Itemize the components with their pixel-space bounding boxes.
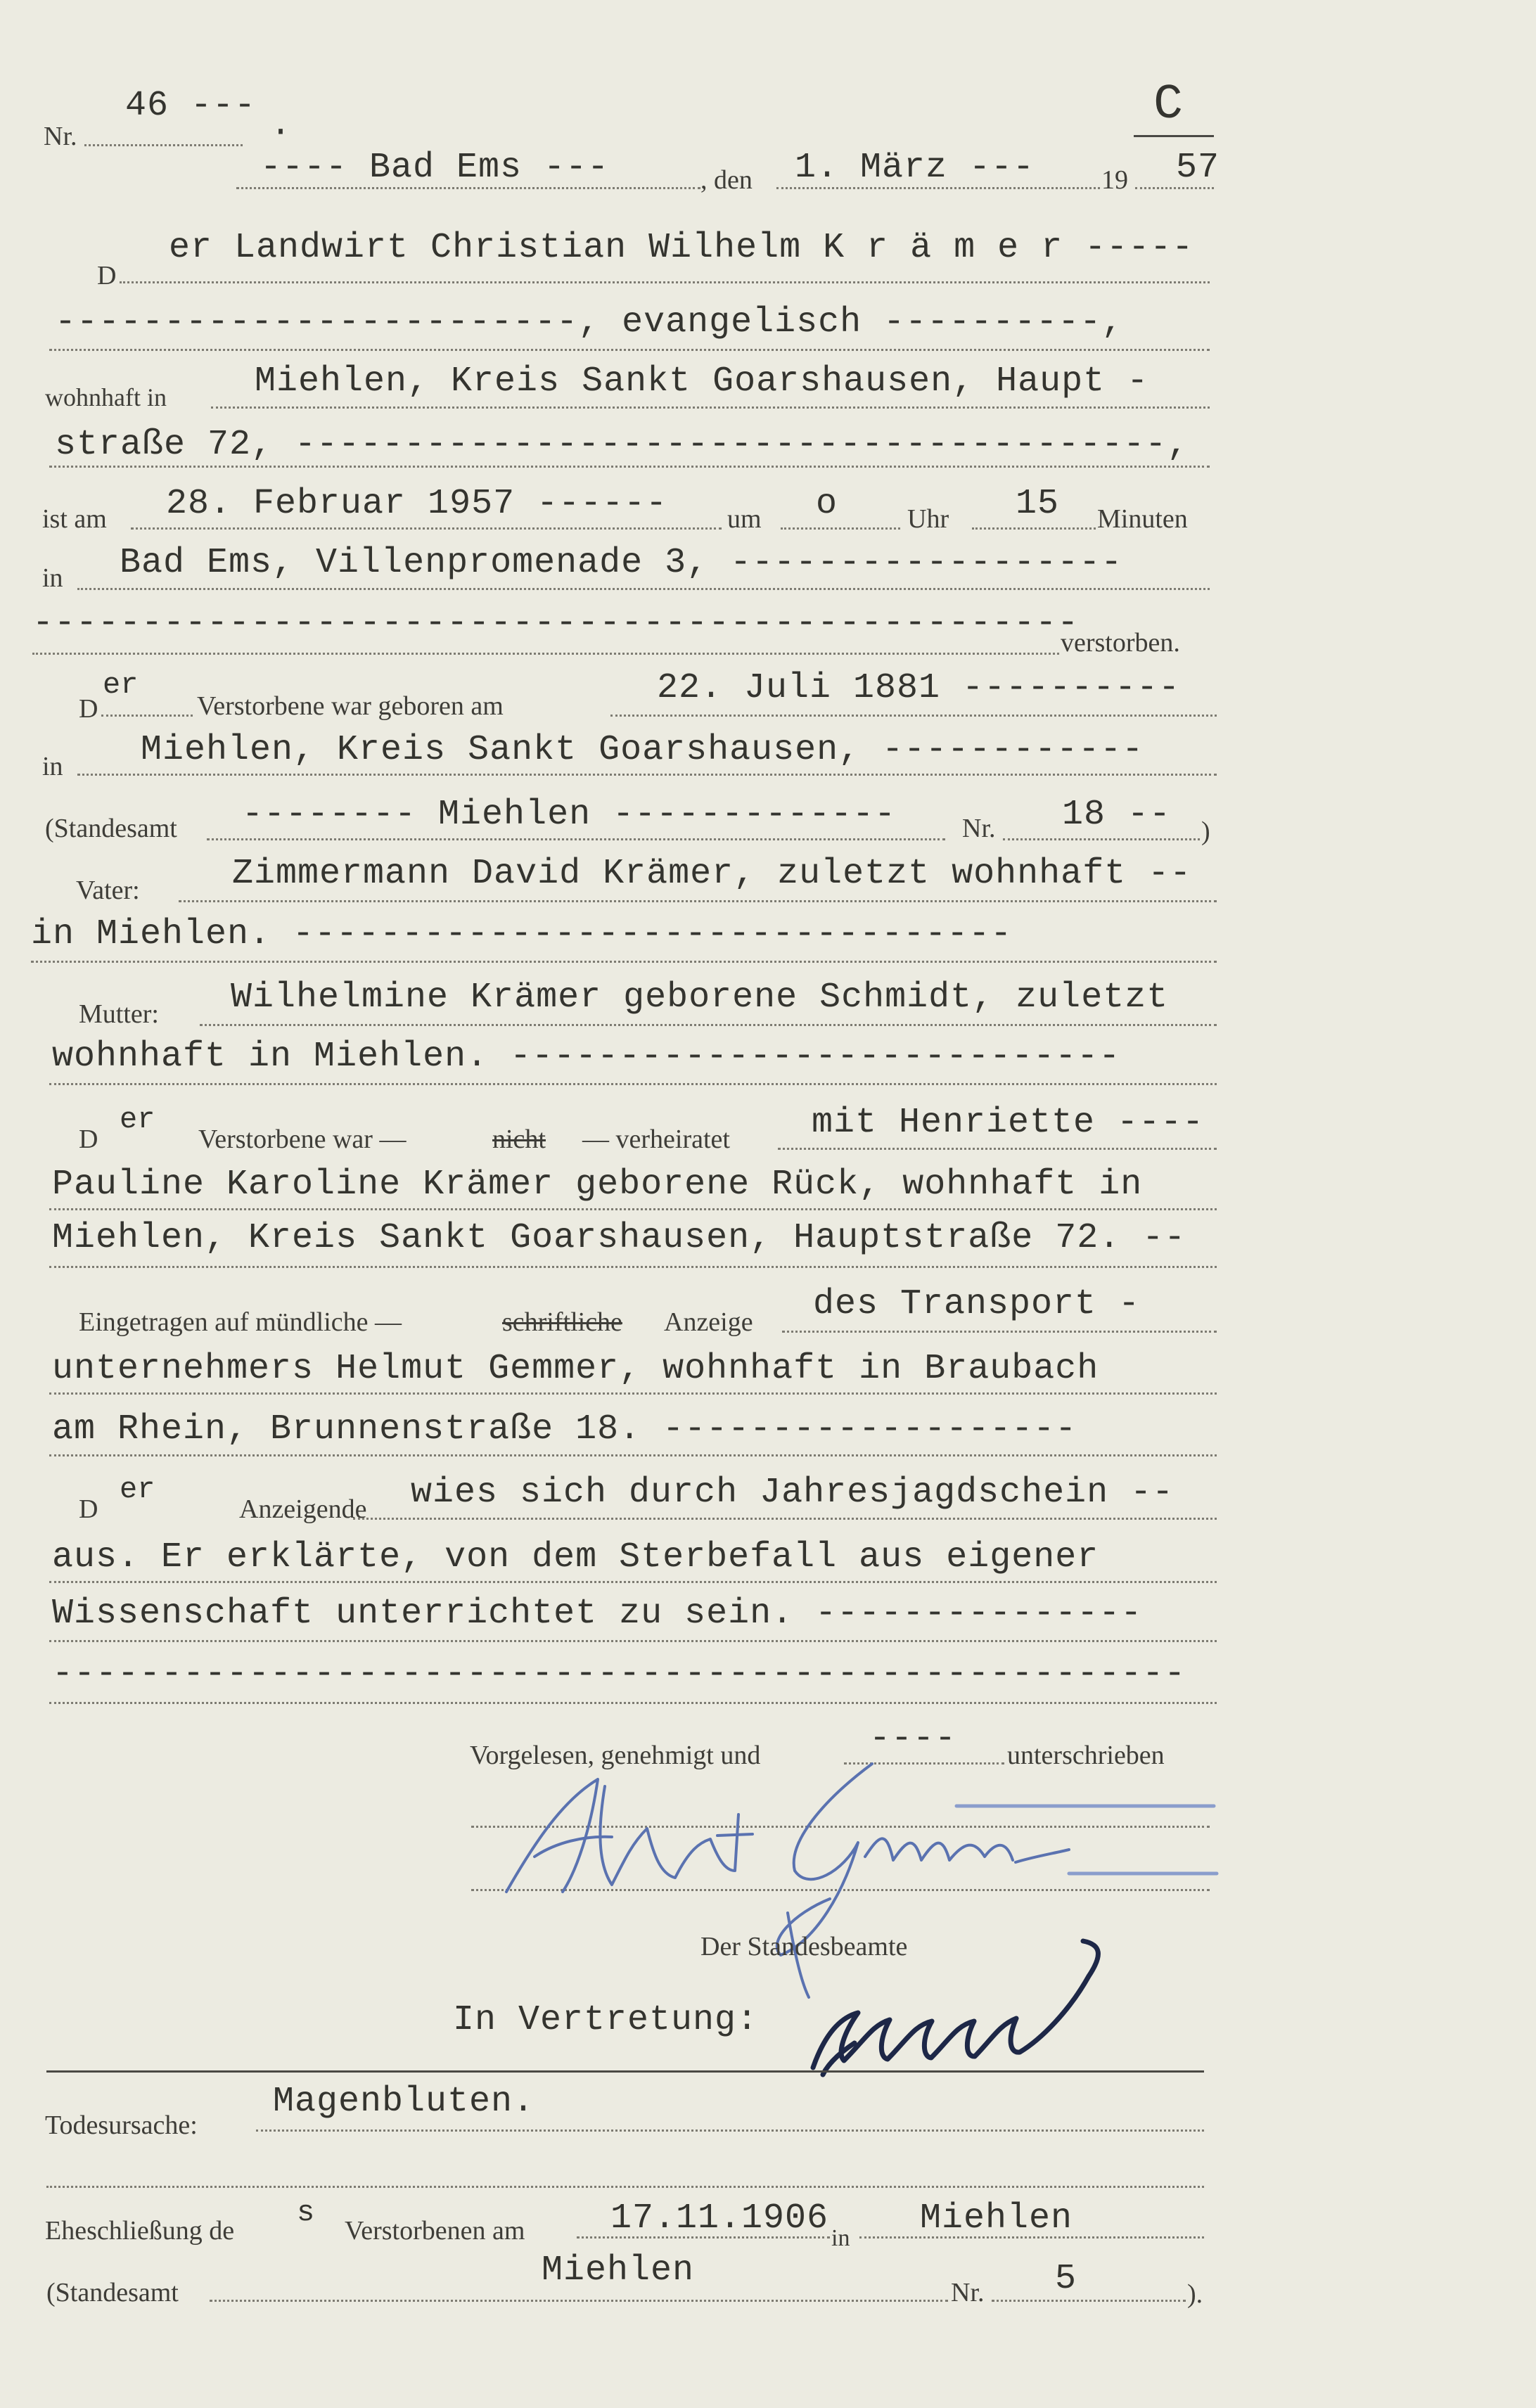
section-divider (46, 2070, 1204, 2073)
marriage-standesamt-label: (Standesamt (46, 2278, 179, 2307)
mutter-line2: wohnhaft in Miehlen. ---------------------------- (52, 1037, 1121, 1077)
report-line1: des Transport - (813, 1284, 1141, 1324)
register-letter: C (1153, 77, 1184, 133)
birth-close-paren: ) (1201, 816, 1210, 846)
birth-nr-label: Nr. (962, 814, 996, 843)
ident-d-suffix: er (120, 1473, 155, 1506)
nr-value: 46 --- (125, 86, 257, 126)
ident-line2: aus. Er erklärte, von dem Sterbefall aus eigener (52, 1537, 1099, 1577)
death-place-line1: Bad Ems, Villenpromenade 3, ------------------ (120, 543, 1123, 583)
eingetragen-label: Eingetragen auf mündliche — (79, 1307, 402, 1337)
year-suffix: 57 (1176, 148, 1220, 188)
death-date: 28. Februar 1957 ------ (166, 484, 668, 524)
den-label: , den (700, 165, 753, 195)
birth-d-suffix: er (103, 668, 139, 702)
mutter-label: Mutter: (79, 999, 159, 1029)
birth-standesamt-label: (Standesamt (45, 814, 177, 843)
marriage-verheiratet-label: — verheiratet (582, 1125, 730, 1154)
marriage-spouse-line1: mit Henriette ---- (812, 1103, 1205, 1143)
nr-label: Nr. (44, 122, 77, 151)
marriage-standesamt-value: Miehlen (542, 2250, 695, 2291)
verstorben-label: verstorben. (1061, 628, 1180, 658)
birth-date: 22. Juli 1881 ---------- (657, 668, 1181, 708)
birth-place: Miehlen, Kreis Sankt Goarshausen, ------------ (141, 730, 1144, 770)
year-prefix: 19 (1101, 165, 1128, 195)
marriage-nicht-struck: nicht (492, 1125, 546, 1154)
anzeige-label: Anzeige (664, 1307, 753, 1337)
report-line2: unternehmers Helmut Gemmer, wohnhaft in Braubach (52, 1349, 1099, 1389)
cause-value: Magenbluten. (273, 2082, 535, 2122)
todesursache-label: Todesursache: (45, 2111, 198, 2140)
marriage-place-dotline (859, 2236, 1204, 2239)
marriage-spouse-line3: Miehlen, Kreis Sankt Goarshausen, Hauptstraße 72. -- (52, 1218, 1186, 1258)
mutter-line1: Wilhelmine Krämer geborene Schmidt, zuletzt (231, 978, 1169, 1018)
marriage-standesamt-dotline (210, 2300, 948, 2302)
ident-line1: wies sich durch Jahresjagdschein -- (411, 1473, 1175, 1513)
declarant-religion-line: ------------------------, evangelisch ----------, (55, 302, 1124, 342)
vorgelesen-fill: ---- (869, 1719, 957, 1759)
marriage-date-dotline (577, 2236, 830, 2239)
vater-label: Vater: (76, 876, 140, 905)
marriage-war-label: Verstorbene war — (198, 1125, 407, 1154)
unterschrieben-label: unterschrieben (1007, 1741, 1165, 1770)
header-date: 1. März --- (795, 148, 1035, 188)
declarant-address-line1: Miehlen, Kreis Sankt Goarshausen, Haupt - (255, 361, 1149, 402)
ident-line3: Wissenschaft unterrichtet zu sein. --------------- (52, 1594, 1143, 1634)
vater-line1: Zimmermann David Krämer, zuletzt wohnhaft -- (232, 854, 1192, 894)
cause-dotline-1 (256, 2130, 1204, 2132)
minuten-label: Minuten (1097, 504, 1188, 534)
vertretung-label: In Vertretung: (453, 2000, 759, 2040)
vorgelesen-label: Vorgelesen, genehmigt und (470, 1741, 761, 1770)
eheschliessung-sup-s: s (297, 2196, 315, 2229)
schriftliche-struck: schriftliche (502, 1307, 622, 1337)
birth-d-prefix: D (79, 694, 98, 724)
standesbeamte-label: Der Standesbeamte (700, 1932, 908, 1961)
ident-line4: ---------------------------------------------------- (52, 1654, 1186, 1694)
header-place: ---- Bad Ems --- (260, 148, 610, 188)
marriage-spouse-line2: Pauline Karoline Krämer geborene Rück, wohnhaft in (52, 1165, 1143, 1205)
cause-dotline-2 (46, 2186, 1204, 2188)
marriage-date: 17.11.1906 (610, 2198, 829, 2239)
death-place-line2: ------------------------------------------------ (32, 603, 1080, 643)
declarant-d-prefix: D (97, 261, 117, 290)
nr-dot-mark: · (270, 113, 293, 153)
declarant-name-line: er Landwirt Christian Wilhelm K r ä m e r ----- (169, 228, 1194, 268)
uhr-label: Uhr (907, 504, 949, 534)
birth-nr-value: 18 -- (1062, 795, 1172, 835)
marriage-d-prefix: D (79, 1125, 98, 1154)
report-line3: am Rhein, Brunnenstraße 18. ------------------- (52, 1409, 1077, 1449)
um-label: um (727, 504, 762, 534)
marriage-close: ). (1187, 2279, 1203, 2309)
ident-d-prefix: D (79, 1494, 98, 1524)
eheschliessung-label-b: Verstorbenen am (345, 2216, 525, 2246)
death-minutes: 15 (1016, 484, 1060, 524)
wohnhaft-label: wohnhaft in (45, 383, 167, 411)
marriage-nr-dotline (992, 2300, 1186, 2302)
eheschliessung-label-a: Eheschließung de (45, 2216, 235, 2246)
marriage-d-suffix: er (120, 1103, 155, 1136)
declarant-address-line2: straße 72, ----------------------------------------, (55, 425, 1189, 465)
birth-in-label: in (42, 752, 63, 781)
marriage-in-label: in (831, 2225, 850, 2251)
marriage-nr-label: Nr. (951, 2278, 985, 2307)
anzeigende-label: Anzeigende (239, 1494, 367, 1524)
death-hour: o (816, 484, 838, 524)
geboren-label: Verstorbene war geboren am (197, 691, 504, 721)
marriage-nr-value: 5 (1055, 2259, 1077, 2299)
marriage-place: Miehlen (920, 2198, 1073, 2239)
vater-line2: in Miehlen. --------------------------------- (31, 914, 1013, 954)
ist-am-label: ist am (42, 504, 107, 534)
birth-standesamt-value: -------- Miehlen ------------- (242, 795, 897, 835)
death-in-label: in (42, 563, 63, 593)
